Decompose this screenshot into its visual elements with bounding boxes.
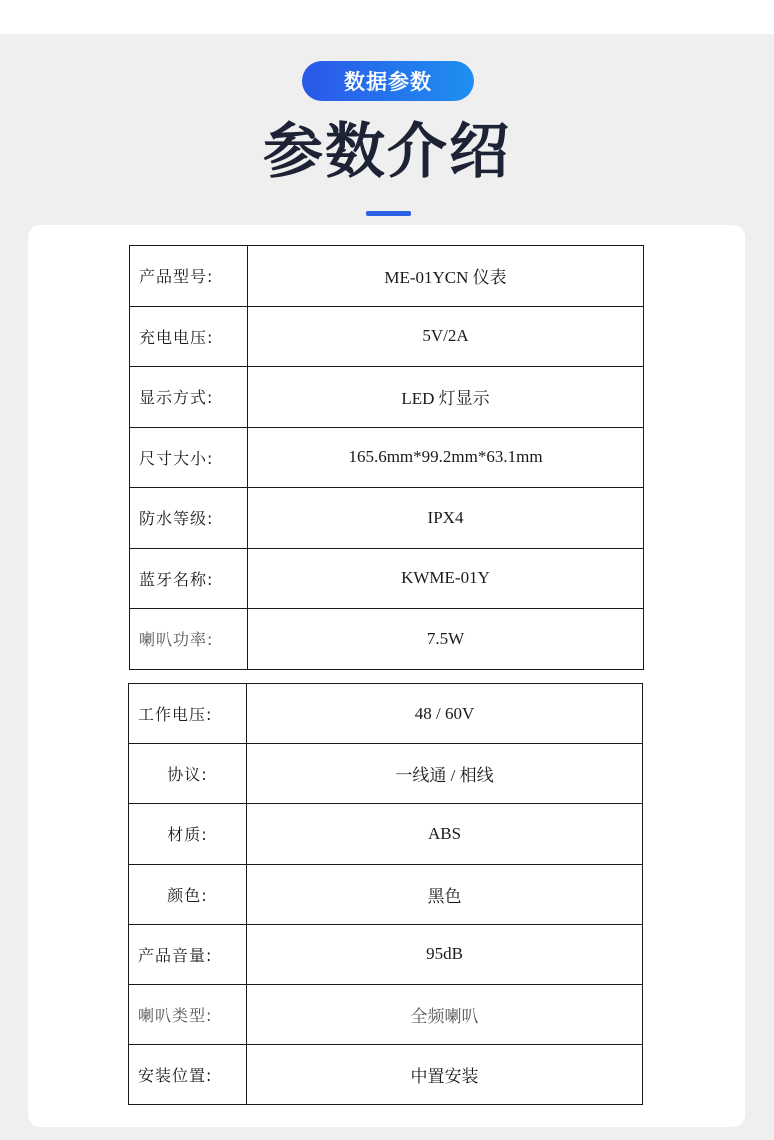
- spec-label: 喇叭类型:: [129, 984, 247, 1044]
- spec-value: 一线通 / 相线: [247, 744, 643, 804]
- spec-value: 全频喇叭: [247, 984, 643, 1044]
- spec-label: 产品型号:: [130, 246, 248, 307]
- table-row: [130, 246, 644, 307]
- spec-table-extended: [128, 683, 643, 1105]
- spec-label: 产品音量:: [129, 924, 247, 984]
- spec-value: 165.6mm*99.2mm*63.1mm: [248, 427, 644, 488]
- table-row: [129, 1045, 643, 1105]
- spec-label: 颜色:: [129, 864, 247, 924]
- spec-value: 48 / 60V: [247, 684, 643, 744]
- spec-label: 尺寸大小:: [130, 427, 248, 488]
- spec-label: 工作电压:: [129, 684, 247, 744]
- table-row: [129, 744, 643, 804]
- table-row: [129, 864, 643, 924]
- spec-label: 材质:: [129, 804, 247, 864]
- table-row: [129, 984, 643, 1044]
- spec-table-basic: [129, 245, 644, 670]
- spec-value: IPX4: [248, 488, 644, 549]
- table-row: [129, 804, 643, 864]
- spec-value: 5V/2A: [248, 306, 644, 367]
- spec-label: 充电电压:: [130, 306, 248, 367]
- table-row: [129, 684, 643, 744]
- spec-value: 黑色: [247, 864, 643, 924]
- spec-label: 喇叭功率:: [130, 609, 248, 670]
- spec-value: 95dB: [247, 924, 643, 984]
- spec-label: 显示方式:: [130, 367, 248, 428]
- spec-value: ABS: [247, 804, 643, 864]
- table-row: [130, 548, 644, 609]
- spec-value: 7.5W: [248, 609, 644, 670]
- spec-label: 协议:: [129, 744, 247, 804]
- table-row: [130, 306, 644, 367]
- table-row: [130, 367, 644, 428]
- spec-value: KWME-01Y: [248, 548, 644, 609]
- section-badge: 数据参数: [302, 61, 474, 101]
- spec-label: 蓝牙名称:: [130, 548, 248, 609]
- top-strip: [0, 0, 774, 34]
- table-row: [130, 609, 644, 670]
- table-row: [130, 427, 644, 488]
- page-title: 参数介绍: [263, 117, 511, 187]
- spec-value: LED 灯显示: [248, 367, 644, 428]
- spec-value: ME-01YCN 仪表: [248, 246, 644, 307]
- table-row: [130, 488, 644, 549]
- spec-value: 中置安装: [247, 1045, 643, 1105]
- spec-label: 安装位置:: [129, 1045, 247, 1105]
- spec-label: 防水等级:: [130, 488, 248, 549]
- table-row: [129, 924, 643, 984]
- title-underline: [366, 211, 411, 216]
